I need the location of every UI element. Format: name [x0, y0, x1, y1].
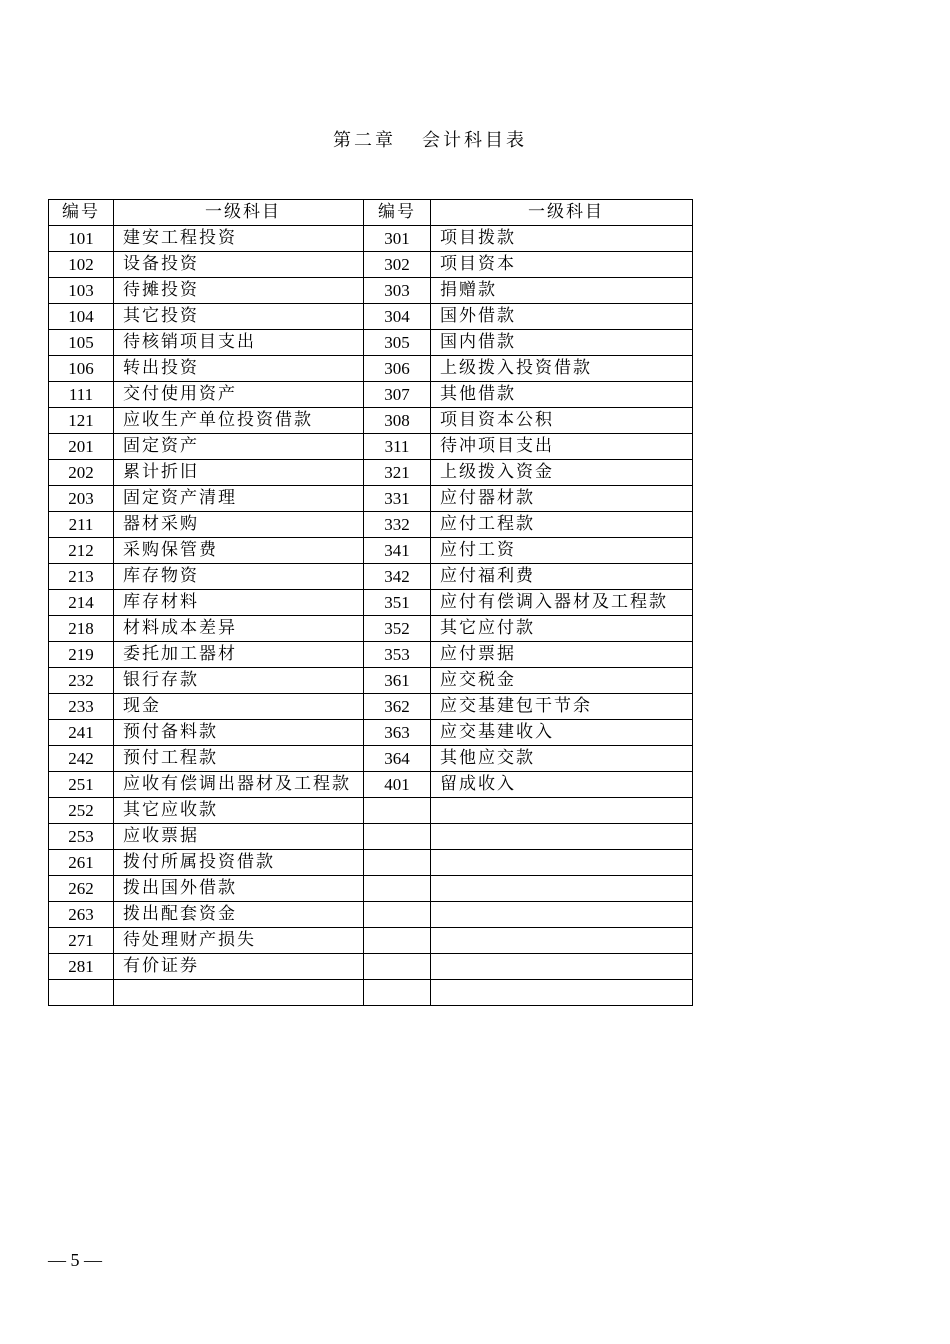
header-code-right: 编号 [364, 200, 431, 226]
left-name-cell: 应收有偿调出器材及工程款 [114, 772, 364, 798]
right-name-cell: 国外借款 [431, 304, 693, 330]
right-name-cell: 上级拨入投资借款 [431, 356, 693, 382]
left-name-cell: 拨出配套资金 [114, 902, 364, 928]
table-row [49, 642, 693, 668]
left-name-cell: 库存物资 [114, 564, 364, 590]
table-row [49, 278, 693, 304]
left-code-cell: 218 [49, 616, 114, 642]
left-name-cell: 固定资产清理 [114, 486, 364, 512]
page-number: — 5 — [48, 1250, 102, 1270]
left-code-cell: 202 [49, 460, 114, 486]
right-name-cell [431, 980, 693, 1006]
left-code-cell: 211 [49, 512, 114, 538]
right-name-cell [431, 798, 693, 824]
header-code-left: 编号 [49, 200, 114, 226]
table-header-row [49, 200, 693, 226]
left-name-cell: 拨付所属投资借款 [114, 850, 364, 876]
right-code-cell: 301 [364, 226, 431, 252]
right-code-cell: 311 [364, 434, 431, 460]
left-code-cell: 213 [49, 564, 114, 590]
right-name-cell: 应付器材款 [431, 486, 693, 512]
table-row [49, 616, 693, 642]
table-row [49, 720, 693, 746]
table-body [49, 226, 693, 1006]
right-name-cell: 应付有偿调入器材及工程款 [431, 590, 693, 616]
left-name-cell: 委托加工器材 [114, 642, 364, 668]
table-row [49, 304, 693, 330]
left-code-cell: 232 [49, 668, 114, 694]
table-row [49, 928, 693, 954]
right-name-cell [431, 928, 693, 954]
table-row [49, 798, 693, 824]
left-name-cell: 设备投资 [114, 252, 364, 278]
left-name-cell: 待核销项目支出 [114, 330, 364, 356]
right-name-cell [431, 876, 693, 902]
right-name-cell: 应交基建包干节余 [431, 694, 693, 720]
table-row [49, 876, 693, 902]
right-name-cell: 留成收入 [431, 772, 693, 798]
table-row [49, 330, 693, 356]
right-code-cell: 332 [364, 512, 431, 538]
left-name-cell: 应收票据 [114, 824, 364, 850]
right-code-cell [364, 824, 431, 850]
page-title [0, 126, 860, 152]
left-name-cell: 有价证券 [114, 954, 364, 980]
right-name-cell [431, 902, 693, 928]
right-code-cell: 305 [364, 330, 431, 356]
right-code-cell: 307 [364, 382, 431, 408]
table-row [49, 252, 693, 278]
left-code-cell: 121 [49, 408, 114, 434]
right-code-cell: 304 [364, 304, 431, 330]
right-name-cell: 上级拨入资金 [431, 460, 693, 486]
left-code-cell: 201 [49, 434, 114, 460]
right-name-cell [431, 850, 693, 876]
right-name-cell: 应付工程款 [431, 512, 693, 538]
table-row [49, 850, 693, 876]
left-code-cell: 102 [49, 252, 114, 278]
right-name-cell: 捐赠款 [431, 278, 693, 304]
left-code-cell: 203 [49, 486, 114, 512]
table-row [49, 226, 693, 252]
left-name-cell: 应收生产单位投资借款 [114, 408, 364, 434]
table-row [49, 486, 693, 512]
left-code-cell: 253 [49, 824, 114, 850]
right-code-cell: 361 [364, 668, 431, 694]
right-code-cell: 306 [364, 356, 431, 382]
right-code-cell: 401 [364, 772, 431, 798]
left-name-cell [114, 980, 364, 1006]
left-name-cell: 其它应收款 [114, 798, 364, 824]
header-name-left: 一级科目 [114, 200, 364, 226]
left-name-cell: 采购保管费 [114, 538, 364, 564]
right-name-cell: 项目资本公积 [431, 408, 693, 434]
table-row [49, 434, 693, 460]
table-row [49, 772, 693, 798]
left-name-cell: 转出投资 [114, 356, 364, 382]
right-code-cell: 303 [364, 278, 431, 304]
right-name-cell: 其他借款 [431, 382, 693, 408]
right-code-cell: 363 [364, 720, 431, 746]
right-name-cell: 国内借款 [431, 330, 693, 356]
left-code-cell: 261 [49, 850, 114, 876]
left-name-cell: 库存材料 [114, 590, 364, 616]
right-code-cell: 351 [364, 590, 431, 616]
left-code-cell: 103 [49, 278, 114, 304]
left-name-cell: 交付使用资产 [114, 382, 364, 408]
left-code-cell: 104 [49, 304, 114, 330]
right-code-cell [364, 928, 431, 954]
left-code-cell: 106 [49, 356, 114, 382]
table-row [49, 408, 693, 434]
left-name-cell: 待处理财产损失 [114, 928, 364, 954]
table-row [49, 382, 693, 408]
left-code-cell: 212 [49, 538, 114, 564]
right-code-cell: 353 [364, 642, 431, 668]
left-name-cell: 待摊投资 [114, 278, 364, 304]
right-name-cell [431, 954, 693, 980]
left-code-cell: 111 [49, 382, 114, 408]
table-row [49, 564, 693, 590]
table-row [49, 460, 693, 486]
table-row [49, 902, 693, 928]
table-row [49, 980, 693, 1006]
right-code-cell [364, 954, 431, 980]
left-name-cell: 其它投资 [114, 304, 364, 330]
right-code-cell: 302 [364, 252, 431, 278]
left-name-cell: 预付备料款 [114, 720, 364, 746]
left-code-cell: 251 [49, 772, 114, 798]
left-code-cell: 233 [49, 694, 114, 720]
table-row [49, 694, 693, 720]
right-code-cell: 308 [364, 408, 431, 434]
left-name-cell: 建安工程投资 [114, 226, 364, 252]
right-code-cell [364, 980, 431, 1006]
right-name-cell: 其他应交款 [431, 746, 693, 772]
right-code-cell: 352 [364, 616, 431, 642]
right-name-cell: 应付票据 [431, 642, 693, 668]
table-row [49, 590, 693, 616]
right-name-cell: 项目资本 [431, 252, 693, 278]
right-name-cell: 应交税金 [431, 668, 693, 694]
table-row [49, 954, 693, 980]
left-code-cell: 263 [49, 902, 114, 928]
right-code-cell: 331 [364, 486, 431, 512]
right-code-cell: 362 [364, 694, 431, 720]
table-row [49, 668, 693, 694]
left-name-cell: 固定资产 [114, 434, 364, 460]
left-code-cell: 271 [49, 928, 114, 954]
right-name-cell: 待冲项目支出 [431, 434, 693, 460]
left-code-cell: 101 [49, 226, 114, 252]
table-row [49, 512, 693, 538]
left-name-cell: 银行存款 [114, 668, 364, 694]
right-name-cell: 应交基建收入 [431, 720, 693, 746]
right-name-cell: 应付福利费 [431, 564, 693, 590]
right-name-cell: 其它应付款 [431, 616, 693, 642]
right-name-cell: 应付工资 [431, 538, 693, 564]
right-name-cell [431, 824, 693, 850]
left-code-cell [49, 980, 114, 1006]
right-code-cell: 341 [364, 538, 431, 564]
right-code-cell [364, 850, 431, 876]
left-code-cell: 105 [49, 330, 114, 356]
account-subjects-table [48, 199, 693, 1006]
table-title: 会计科目表 [422, 130, 527, 151]
left-code-cell: 262 [49, 876, 114, 902]
left-code-cell: 241 [49, 720, 114, 746]
right-code-cell [364, 798, 431, 824]
right-code-cell: 342 [364, 564, 431, 590]
chapter-label: 第二章 [333, 130, 396, 151]
left-name-cell: 器材采购 [114, 512, 364, 538]
left-code-cell: 242 [49, 746, 114, 772]
right-name-cell: 项目拨款 [431, 226, 693, 252]
left-name-cell: 拨出国外借款 [114, 876, 364, 902]
right-code-cell: 364 [364, 746, 431, 772]
header-name-right: 一级科目 [431, 200, 693, 226]
right-code-cell [364, 876, 431, 902]
left-code-cell: 219 [49, 642, 114, 668]
table-row [49, 746, 693, 772]
left-name-cell: 预付工程款 [114, 746, 364, 772]
left-name-cell: 现金 [114, 694, 364, 720]
right-code-cell [364, 902, 431, 928]
left-code-cell: 252 [49, 798, 114, 824]
left-code-cell: 281 [49, 954, 114, 980]
left-code-cell: 214 [49, 590, 114, 616]
table-row [49, 356, 693, 382]
left-name-cell: 累计折旧 [114, 460, 364, 486]
right-code-cell: 321 [364, 460, 431, 486]
table-row [49, 538, 693, 564]
table-row [49, 824, 693, 850]
left-name-cell: 材料成本差异 [114, 616, 364, 642]
